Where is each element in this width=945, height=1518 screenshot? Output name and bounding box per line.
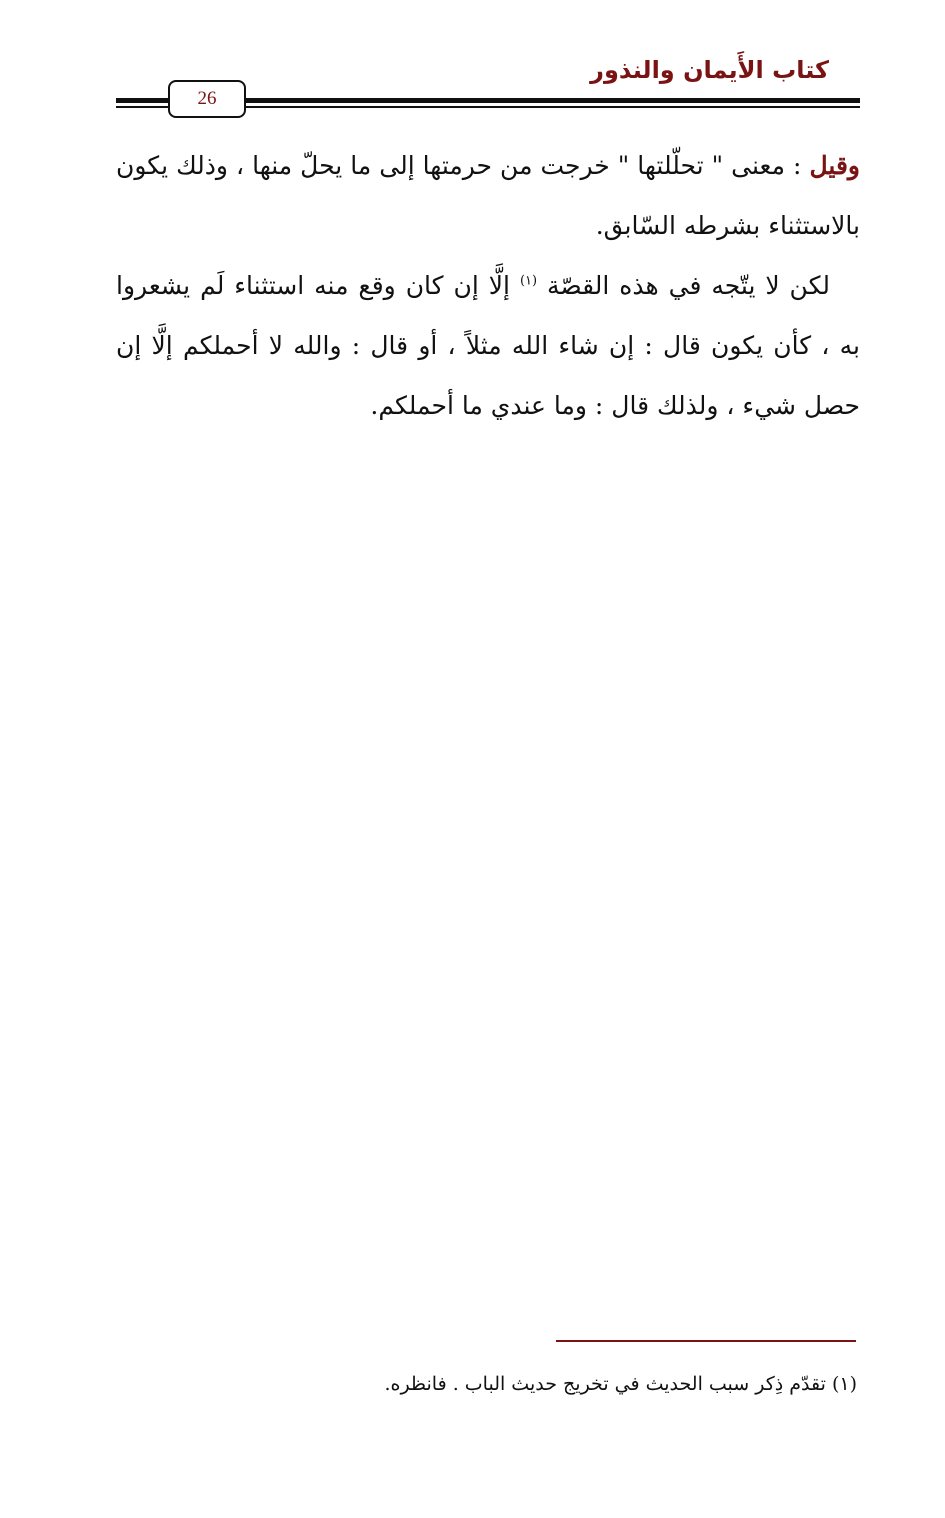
page-number: 26: [168, 80, 246, 118]
paragraph-1: [116, 136, 860, 256]
book-title: كتاب الأَيمان والنذور: [590, 56, 829, 84]
lead-word: وقيل: [809, 151, 860, 180]
paragraph-1-text: : معنى " تحلّلتها " خرجت من حرمتها إلى ما يحلّ منها ، وذلك يكون بالاستثناء بشرطه السّابق.: [116, 151, 860, 240]
main-text: [116, 136, 860, 436]
footnote-1: (١) تقدّم ذِكر سبب الحديث في تخريج حديث الباب . فانظره.: [384, 1373, 857, 1395]
paragraph-2: [116, 256, 860, 436]
paragraph-2-text-start: لكن لا يتّجه في هذه القصّة: [537, 271, 831, 300]
paragraph-2-text-end: إلَّا إن كان وقع منه استثناء لَم يشعروا به ، كأن يكون قال : إن شاء الله مثلاً ، أو قال : والله لا أحملكم إلَّا إن حصل شيء ، ولذلك قال : وما عندي ما أحملكم.: [116, 271, 860, 420]
footnote-separator: [556, 1340, 856, 1342]
footnote-reference[interactable]: (١): [519, 273, 538, 289]
